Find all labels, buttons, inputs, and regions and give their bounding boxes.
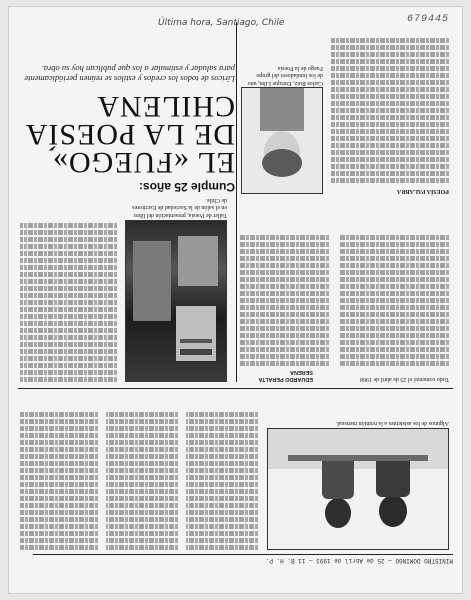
text-lines bbox=[20, 412, 98, 550]
text-lines bbox=[186, 412, 258, 550]
photo-reading-group bbox=[267, 428, 449, 550]
deck: Líricos de todos los credos y estilos se reúnen periódicamente para saludar y estimular a los que publican hoy su obra. bbox=[24, 64, 235, 84]
handwritten-note: Última hora, Santiago, Chile bbox=[158, 18, 285, 28]
text-lines bbox=[20, 223, 117, 382]
byline: EDUARDO PERALTA SERENA bbox=[258, 369, 313, 382]
photo-figures bbox=[268, 429, 448, 549]
newspaper-sheet bbox=[8, 6, 463, 594]
rotated-page-content bbox=[8, 6, 463, 594]
text-column-3 bbox=[20, 400, 98, 550]
text-column-6 bbox=[20, 207, 117, 382]
headline-line-2: DE LA POESÍA bbox=[24, 118, 235, 151]
photo-workshop bbox=[125, 220, 227, 382]
text-lines bbox=[106, 412, 178, 550]
headline-line-3: CHILENA bbox=[96, 90, 235, 123]
archive-number: 679445 bbox=[406, 14, 449, 25]
text-lines bbox=[239, 235, 329, 366]
text-column-5 bbox=[239, 226, 329, 366]
text-column-1 bbox=[186, 400, 258, 550]
text-lines bbox=[339, 235, 449, 366]
text-lines bbox=[331, 39, 449, 184]
date-line: Todo comenzó el 25 de abril de 1968 bbox=[359, 376, 449, 382]
vertical-rule bbox=[236, 22, 237, 382]
headline bbox=[20, 90, 235, 179]
publication-line: MINISTRO DOMINGO — 25 de Abril de 1993 — 11 B. H. P. bbox=[33, 554, 453, 564]
text-column-2 bbox=[106, 400, 178, 550]
caption-right-photo: Taller de Poesía, presentación del libro en el salón de la Sociedad de Escritores de Chile. bbox=[132, 197, 227, 218]
caption-left-photo: Carlos Ruiz, Enrique Lihn, uno de los fundadores del grupo Fuego de la Poesía bbox=[247, 65, 323, 86]
photo-poet bbox=[241, 87, 323, 194]
headline-block bbox=[20, 64, 235, 194]
headline-line-1: EL «FUEGO» bbox=[51, 146, 235, 179]
horizontal-rule bbox=[18, 388, 453, 389]
kicker: Cumple 25 años: bbox=[138, 180, 235, 194]
caption-top-photo: Algunos de los asistentes a la reunión mensual. bbox=[335, 420, 449, 426]
section-label: POESÍA PALABRA bbox=[396, 188, 449, 194]
photo-poet-shapes bbox=[242, 88, 322, 193]
text-column-7 bbox=[331, 24, 449, 194]
photo-workshop-shapes bbox=[126, 221, 226, 381]
text-column-4 bbox=[339, 226, 449, 366]
